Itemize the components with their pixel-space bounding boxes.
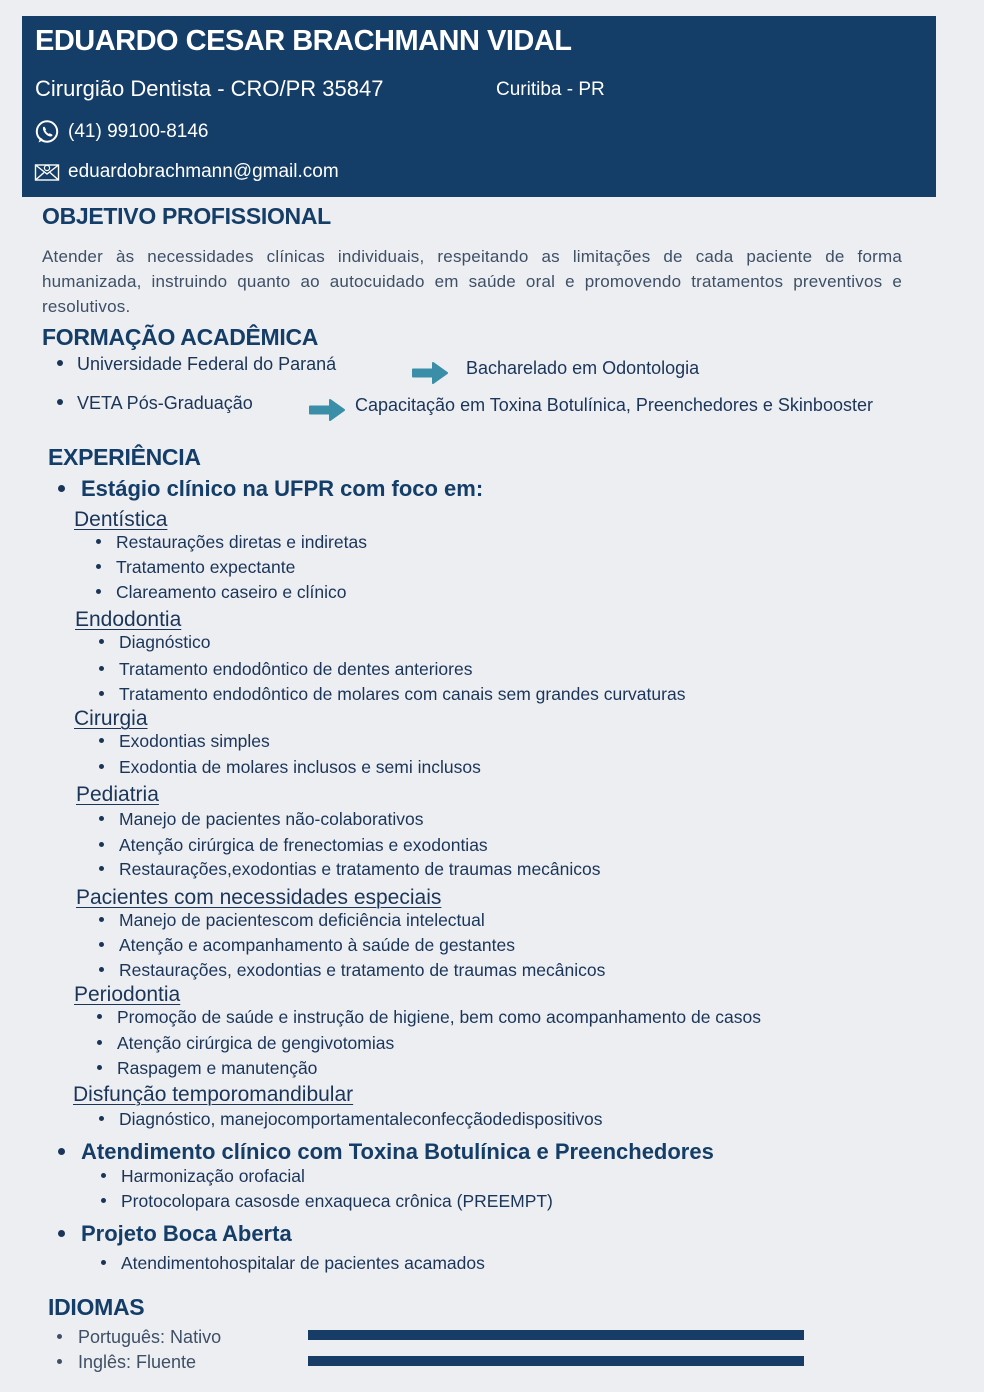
list-item: Manejo de pacientescom deficiência intelectual <box>99 910 485 931</box>
language-item: Português: Nativo <box>57 1327 221 1348</box>
list-item: Protocolopara casosde enxaqueca crônica (PREEMPT) <box>101 1191 553 1212</box>
experience-heading: EXPERIÊNCIA <box>48 444 201 470</box>
list-item: Atenção cirúrgica de frenectomias e exodontias <box>99 835 488 856</box>
list-item: Diagnóstico, manejocomportamentaleconfecçãodedispositivos <box>99 1109 602 1130</box>
bullet <box>58 1230 65 1237</box>
header-banner <box>22 16 936 197</box>
area-title: Pacientes com necessidades especiais <box>76 886 442 909</box>
area-title: Periodontia <box>74 983 181 1006</box>
education-degree: Capacitação em Toxina Botulínica, Preenchedores e Skinbooster <box>355 395 873 415</box>
area-title: Endodontia <box>75 608 182 631</box>
internship-title: Estágio clínico na UFPR com foco em: <box>58 476 483 502</box>
email-row <box>34 158 339 186</box>
candidate-name: EDUARDO CESAR BRACHMANN VIDAL <box>35 25 572 57</box>
list-item: Restaurações,exodontias e tratamento de traumas mecânicos <box>99 859 601 880</box>
language-level-bar <box>308 1330 804 1340</box>
language-level-fill <box>308 1356 804 1366</box>
list-item: Exodontia de molares inclusos e semi inclusos <box>99 757 481 778</box>
list-item: Raspagem e manutenção <box>97 1058 317 1079</box>
bullet <box>57 399 63 405</box>
bullet <box>58 485 65 492</box>
list-item: Promoção de saúde e instrução de higiene, bem como acompanhamento de casos <box>97 1007 761 1028</box>
arrow-right-icon <box>308 397 346 423</box>
bullet <box>57 360 63 366</box>
area-title: Disfunção temporomandibular <box>73 1083 354 1106</box>
candidate-role: Cirurgião Dentista - CRO/PR 35847 <box>35 76 384 101</box>
bullet <box>58 1148 65 1155</box>
language-level-bar <box>308 1356 804 1366</box>
area-title: Cirurgia <box>74 707 148 730</box>
list-item: Manejo de pacientes não-colaborativos <box>99 809 424 830</box>
botox-title: Atendimento clínico com Toxina Botulínica e Preenchedores <box>58 1139 714 1165</box>
email-address: eduardobrachmann@gmail.com <box>68 161 339 182</box>
list-item: Restaurações diretas e indiretas <box>96 532 367 553</box>
languages-heading: IDIOMAS <box>48 1294 145 1320</box>
list-item: Tratamento endodôntico de dentes anteriores <box>99 659 472 680</box>
education-degree: Bacharelado em Odontologia <box>466 358 700 378</box>
objective-text: Atender às necessidades clínicas individuais, respeitando as limitações de cada paciente de forma humanizada, instruindo quanto ao autocuidado em saúde oral e promovendo tratamentos preventivos e resolutivos. <box>42 247 902 316</box>
whatsapp-icon <box>34 119 60 145</box>
education-heading: FORMAÇÃO ACADÊMICA <box>42 324 319 350</box>
list-item: Harmonização orofacial <box>101 1166 305 1187</box>
area-title: Dentística <box>74 508 168 531</box>
list-item: Atenção cirúrgica de gengivotomias <box>97 1033 394 1054</box>
list-item: Atenção e acompanhamento à saúde de gestantes <box>99 935 515 956</box>
list-item: Clareamento caseiro e clínico <box>96 582 347 603</box>
envelope-icon <box>34 159 60 185</box>
list-item: Atendimentohospitalar de pacientes acamados <box>101 1253 485 1274</box>
arrow-right-icon <box>411 360 449 386</box>
phone-number: (41) 99100-8146 <box>68 121 209 142</box>
objective-heading: OBJETIVO PROFISSIONAL <box>42 203 331 229</box>
project-title: Projeto Boca Aberta <box>58 1221 292 1247</box>
candidate-city: Curitiba - PR <box>496 79 605 100</box>
phone-row <box>34 118 209 146</box>
list-item: Exodontias simples <box>99 731 270 752</box>
list-item: Diagnóstico <box>99 632 210 653</box>
language-item: Inglês: Fluente <box>57 1352 196 1373</box>
education-school: Universidade Federal do Paraná <box>57 354 336 375</box>
area-title: Pediatria <box>76 783 159 806</box>
list-item: Restaurações, exodontias e tratamento de traumas mecânicos <box>99 960 605 981</box>
language-level-fill <box>308 1330 804 1340</box>
education-school: VETA Pós-Graduação <box>57 393 253 414</box>
list-item: Tratamento expectante <box>96 557 295 578</box>
list-item: Tratamento endodôntico de molares com canais sem grandes curvaturas <box>99 684 685 705</box>
